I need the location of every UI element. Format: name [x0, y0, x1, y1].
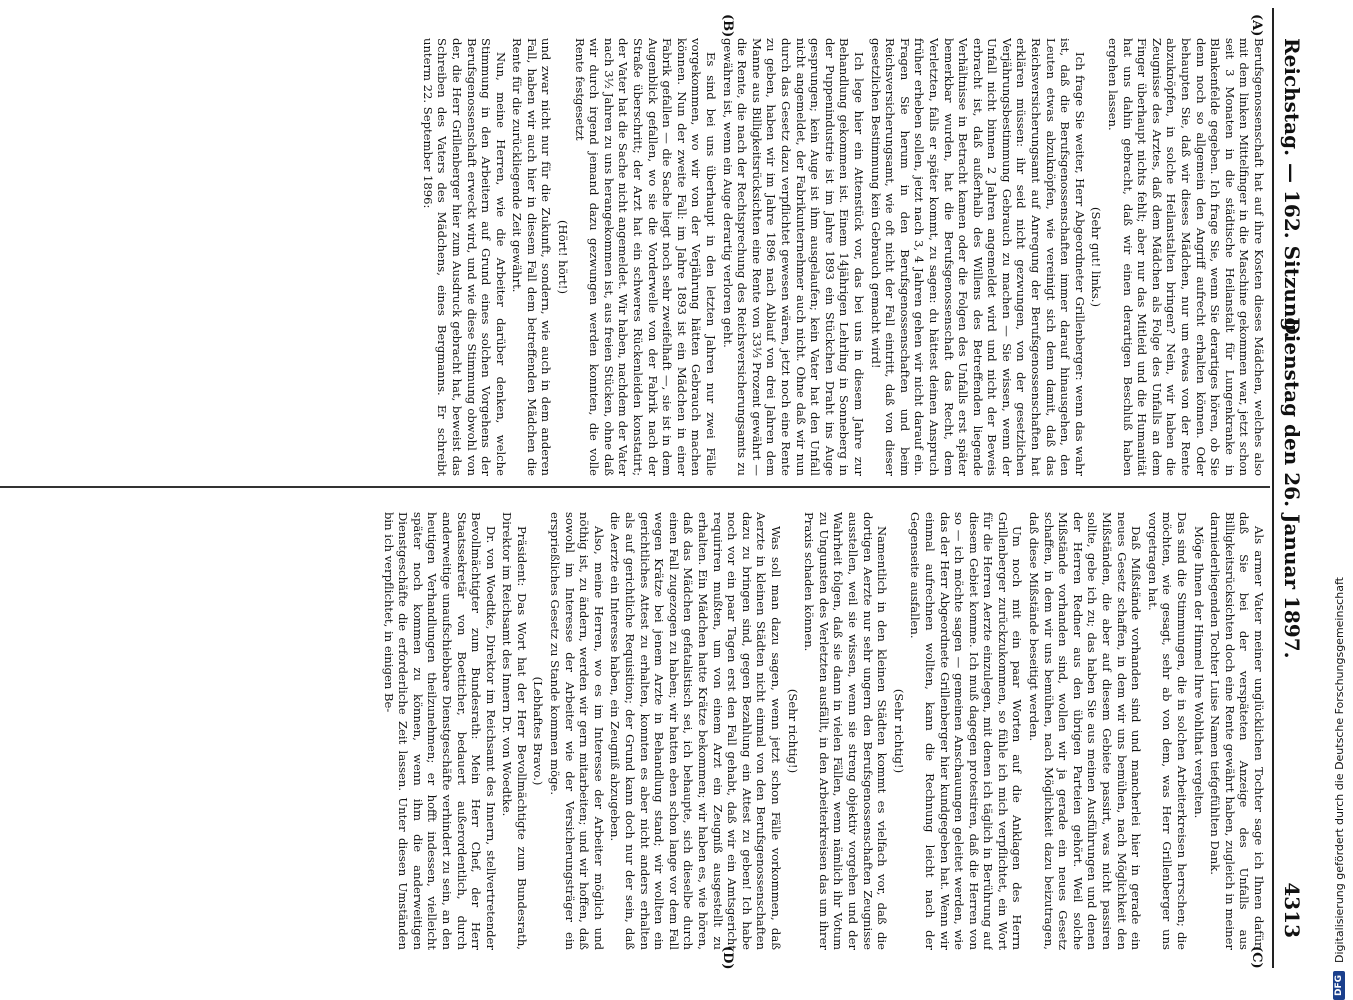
interjection: (Sehr richtig!): [785, 688, 800, 774]
quoted-letter: Als armer Vater meiner unglücklichen Tochter sage ich Ihnen dafür, daß Sie bei der verspäteten Anzeige des Unfalls aus Billigkeitsrücksichten doch eine Rente gewährt haben, zugleich in meiner darniederliegenden Tochter Luise Namen tiefgefühlten Dank.: [1208, 512, 1266, 950]
column-divider: [0, 486, 1270, 488]
speaker-paragraph: Dr. von Woedtke, Direktor im Reichsamt des Innern, stellvertretender Bevollmächtigter zum Bundesrath: Mein Herr Chef, der Herr Staatssekretär von Boetticher, bedauert außerordentlich, durch anderweitige unaufschiebbare Dienstgeschäfte verhindert zu sein, an den heutigen Verhandlungen theilzunehmen; er hofft indessen, vielleicht später noch kommen zu können, wenn ihm die anderweitigen Dienstgeschäfte die erforderliche Zeit lassen. Unter diesen Umständen bin ich verpflichtet, in einigen Be-: [381, 512, 498, 950]
paragraph: Ich frage Sie weiter, Herr Abgeordneter Grillenberger: wenn das wahr ist, daß die Berufsgenossenschaften immer darauf hinausgehen, den Leuten etwas abzuknöpfen, wie vereinigt sich denn damit, daß das Reichsversicherungsamt auf Anregung der Berufsgenossenschaften hat erklären müssen: ihr seid nicht gezwungen, von der gesetzlichen Verjährungsbestimmung Gebrauch zu machen — Sie wissen, wenn der Unfall nicht binnen 2 Jahren angemeldet wird und nicht der Beweis erbracht ist, daß außerhalb des Willens des Betreffenden liegende Verhältnisse in Betracht kamen oder die Folgen des Unfalls erst später bemerkbar wurden, hat die Berufsgenossenschaft das Recht, dem Verletzten, falls er später kommt, zu sagen: du hättest deinen Anspruch früher erheben sollen, jetzt nach 3, 4 Jahren gehen wir nicht darauf ein. Fragen Sie herum in den Berufsgenossenschaften und beim Reichsversicherungsamt, wie oft nicht der Fall eintritt, daß von dieser gesetzlichen Bestimmung kein Gebrauch gemacht wird!: [868, 38, 1087, 476]
paragraph: Nun, meine Herren, wie die Arbeiter darüber denken, welche Stimmung in den Arbeitern auf Grund eines solchen Vorgehens der Berufsgenossenschaft erweckt wird, und wie diese Stimmung obwohl von der, die Herr Grillenberger hier zum Ausdruck gebracht hat, beweist das Schreiben des Vaters des Mädchens, eines Bergmanns. Er schreibt unterm 22. September 1896:: [420, 38, 508, 476]
interjection: (Sehr gut! links.): [1089, 207, 1104, 307]
president-speech: Präsident: Das Wort hat der Herr Bevollmächtigte zum Bundesrath, Direktor im Reichsamt des Innern Dr. von Woedtke.: [500, 512, 529, 950]
footer-text: Digitalisierung gefördert durch die Deutsche Forschungsgemeinschaft: [1332, 577, 1346, 963]
newspaper-page: [0, 8, 1310, 968]
page-header: [1274, 8, 1310, 968]
paragraph: Es sind bei uns überhaupt in den letzten Jahren nur zwei Fälle vorgekommen, wo wir von der Verjährung hätten Gebrauch machen können. Nun der zweite Fall: im Jahre 1893 ist ein Mädchen in einer Fabrik gefallen — die Sache liegt noch sehr zweifelhaft —, sie ist in dem Augenblick gefallen, wo sie die Vorderwelle von der Fabrik nach der Straße überschritt; der Arzt hat ein schweres Rückenleiden konstatirt; der Vater hat die Sache nicht angemeldet. Wir haben, nachdem der Vater nach 3½ Jahren zu uns herangekommen ist, aus freien Stücken, ohne daß wir durch irgend jemand dazu gezwungen werden konnten, die volle Rente festgesetzt: [572, 38, 719, 476]
rotated-page: [0, 8, 1310, 968]
paragraph: Daß Mißstände vorhanden sind und mancherlei hier in gerade ein neues Gesetz schaffen, in dem wir uns bemühen, nach Möglichkeit den Mißständen, die aber auf diesem Gebiete passirt, was nicht passiren sollte, gebe ich zu; das haben Sie aus meinen Ausführungen und denen der Herren Redner aus den übrigen Parteien gehört. Weil solche Mißstände vorhanden sind, wollen wir ja gerade ein neues Gesetz schaffen, in dem wir uns bemühen, nach Möglichkeit dazu beizutragen, daß diese Mißstände beseitigt werden.: [1027, 512, 1144, 950]
paragraph: und zwar nicht nur für die Zukunft, sondern, wie auch in dem anderen Fall, haben wir auch hier in diesem Fall dem betreffenden Mädchen die Rente für die zurückliegende Zeit gewährt.: [510, 38, 554, 476]
margin-marker-b: (B): [720, 14, 735, 38]
header-date: Dienstag den 26. Januar 1897.: [1280, 317, 1304, 659]
margin-marker-c: (C): [1249, 946, 1264, 969]
paragraph: Was soll man dazu sagen, wenn jetzt schon Fälle vorkommen, daß Aerzte in kleinen Städten nicht einmal von den Berufsgenossenschaften dazu zu bringen sind, gegen Bezahlung ein Attest zu geben! Ich habe noch vor ein paar Tagen erst den Fall gehabt, daß wir ein Amtsgericht requiriren mußten, um von einem Arzt ein Zeugniß ausgestellt zu erhalten. Ein Mädchen hatte Krätze bekommen; wir haben es, wie hören, daß das Mädchen gefatalistisch sei, ich behaupte, sich dieselbe durch einen Fall zugezogen zu haben; wir hatten eben schon lange vor dem Fall wegen Krätze bei jenem Arzte in Behandlung stand; wir wollten ein gerichtliches Attest zu erhalten, konnten es aber nicht anders erhalten als auf gerichtliche Requisition; der Grund kann doch nur der sein, daß die Aerzte ein Interesse haben, ein Zeugniß abzugeben.: [608, 512, 783, 950]
paragraph: Das sind die Stimmungen, die in solchen Arbeiterkreisen herrschen; die möchten, wie gesagt, sehr ab von dem, was Herr Grillenberger uns vorgetragen hat.: [1145, 512, 1190, 950]
right-column: [0, 512, 1266, 950]
page-number: 4313: [1280, 882, 1304, 938]
quoted-letter: Möge Ihnen der Himmel Ihre Wohlthat vergelten.: [1191, 526, 1206, 819]
paragraph: Um noch mit ein paar Worten auf die Anklagen des Herrn Grillenberger zurückzukommen, so fühle ich mich verpflichtet, ein Wort für die Herren Aerzte einzulegen, mit denen ich täglich in Berührung auf diesem Gebiet komme. Ich muß dagegen protestiren, daß die Herren von so — ich möchte sagen — gemeinen Anschauungen geleitet werden, wie das der Herr Abgeordnete Grillenberger hier kundgegeben hat. Wenn wir einmal aufrechnen wollten, kann die Rechnung leicht nach der Gegenseite ausfallen.: [908, 512, 1025, 950]
margin-marker-d: (D): [720, 946, 735, 970]
left-column: [0, 38, 1266, 476]
margin-marker-a: (A): [1249, 14, 1264, 37]
interjection: (Lebhaftes Bravo.): [531, 676, 546, 786]
header-rule: [1272, 8, 1274, 968]
interjection: (Hört! hört!): [556, 220, 571, 294]
interjection: (Sehr richtig!): [891, 688, 906, 774]
digitization-footer: [1329, 20, 1349, 1000]
paragraph: Berufsgenossenschaft hat auf ihre Kosten dieses Mädchen, welches also mit dem linken Mittelfinger in die Maschine gekommen war, jetzt schon seit 3 Monaten in die städtische Heilanstalt für Lungenkranke in Blankenfelde gegeben. Ich frage Sie, wenn Sie derartiges hören, ob Sie denn noch so allgemein den Angriff aufrecht erhalten können. Oder behaupten Sie, daß wir dieses Mädchen, nur um etwas von der Rente abzuknöpfen, in solche Heilanstalten bringen? Nein, wir haben die Zeugnisse des Arztes, daß dem Mädchen als Folge des Unfalls an dem Finger überhaupt nichts fehlt; aber nur das Mitleid und die Humanität hat uns dahin gebracht, daß wir einen derartigen Beschluß haben ergehen lassen.: [1106, 38, 1266, 476]
header-session: Reichstag. — 162. Sitzung.: [1280, 38, 1304, 339]
paragraph: Ich lege hier ein Attenstück vor, das bei uns in diesem Jahre zur Behandlung gekommen ist. Einem 14jährigen Lehrling in Sonneberg in der Puppenindustrie ist im Jahre 1893 ein Stückchen Draht ins Auge gesprungen; kein Auge ist ihm ausgelaufen; kein Vater hat den Unfall nicht angemeldet, der Fabrikunternehmer auch nicht. Ohne daß wir nun durch das Gesetz dazu verpflichtet gewesen wären, jetzt noch eine Rente zu geben, haben wir im Jahre 1896 nach Ablauf von drei Jahren dem Manne aus Billigkeitsrücksichten eine Rente von 33⅓ Prozent gewährt — die Rente, die nach der Rechtsprechung des Reichsversicherungsamts zu gewähren ist, wenn ein Auge derartig verloren geht.: [720, 38, 866, 476]
paragraph: Also, meine Herren, wo es im Interesse der Arbeiter möglich und nöthig ist, zu ändern, werden wir gern mitarbeiten; und wir hoffen, daß sowohl im Interesse der Arbeiter wie der Versicherungsträger ein ersprießliches Gesetz zu Stande kommen möge.: [548, 512, 606, 950]
dfg-logo: DFG: [1333, 971, 1345, 1000]
paragraph: Namentlich in den kleinen Städten kommt es vielfach vor, daß die dortigen Aerzte nur sehr ungern den Berufsgenossenschaften Zeugnisse ausstellen, weil sie wissen, wenn sie streng objektiv vorgehen und der Wahrheit folgen, daß sie dann in vielen Fällen, wenn nämlich ihr Votum zu Ungunsten des Verletzten ausfällt, in den Arbeiterkreisen das um ihrer Praxis schaden können.: [802, 512, 890, 950]
